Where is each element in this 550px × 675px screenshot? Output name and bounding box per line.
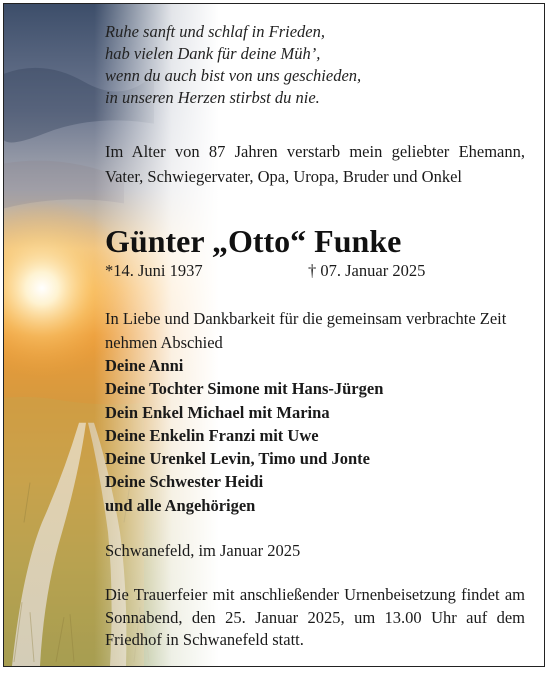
poem-line: wenn du auch bist von uns geschieden, xyxy=(105,66,362,85)
place-and-date: Schwanefeld, im Januar 2025 xyxy=(105,541,301,560)
mourner-line: Deine Urenkel Levin, Timo und Jonte xyxy=(105,449,370,469)
birth-date: *14. Juni 1937 xyxy=(105,261,203,280)
mourners-list xyxy=(105,354,525,517)
funeral-details: Die Trauerfeier mit anschließender Urnenbeisetzung findet am Sonnabend, den 25. Januar 2025, um 13.00 Uhr auf dem Friedhof in Schwanefeld statt. xyxy=(105,585,525,649)
farewell-text: In Liebe und Dankbarkeit für die gemeinsam verbrachte Zeit nehmen Abschied xyxy=(105,309,507,352)
life-dates xyxy=(105,260,525,282)
death-date: † 07. Januar 2025 xyxy=(308,261,426,280)
mourner-line: und alle Angehörigen xyxy=(105,495,256,515)
obituary-notice xyxy=(3,3,545,667)
deceased-name: Günter „Otto“ Funke xyxy=(105,223,402,259)
death-announcement-text: Im Alter von 87 Jahren verstarb mein geliebter Ehemann, Vater, Schwiegervater, Opa, Uropa, Bruder und Onkel xyxy=(105,142,525,186)
mourner-line: Deine Tochter Simone mit Hans-Jürgen xyxy=(105,379,384,399)
mourner-line: Deine Anni xyxy=(105,356,184,375)
mourner-line: Deine Schwester Heidi xyxy=(105,472,264,492)
poem-line: hab vielen Dank für deine Müh’, xyxy=(105,44,321,63)
mourner-line: Dein Enkel Michael mit Marina xyxy=(105,402,330,422)
poem-line: Ruhe sanft und schlaf in Frieden, xyxy=(105,22,325,41)
mourner-line: Deine Enkelin Franzi mit Uwe xyxy=(105,425,319,445)
poem xyxy=(105,21,445,109)
poem-line: in unseren Herzen stirbst du nie. xyxy=(105,88,320,107)
